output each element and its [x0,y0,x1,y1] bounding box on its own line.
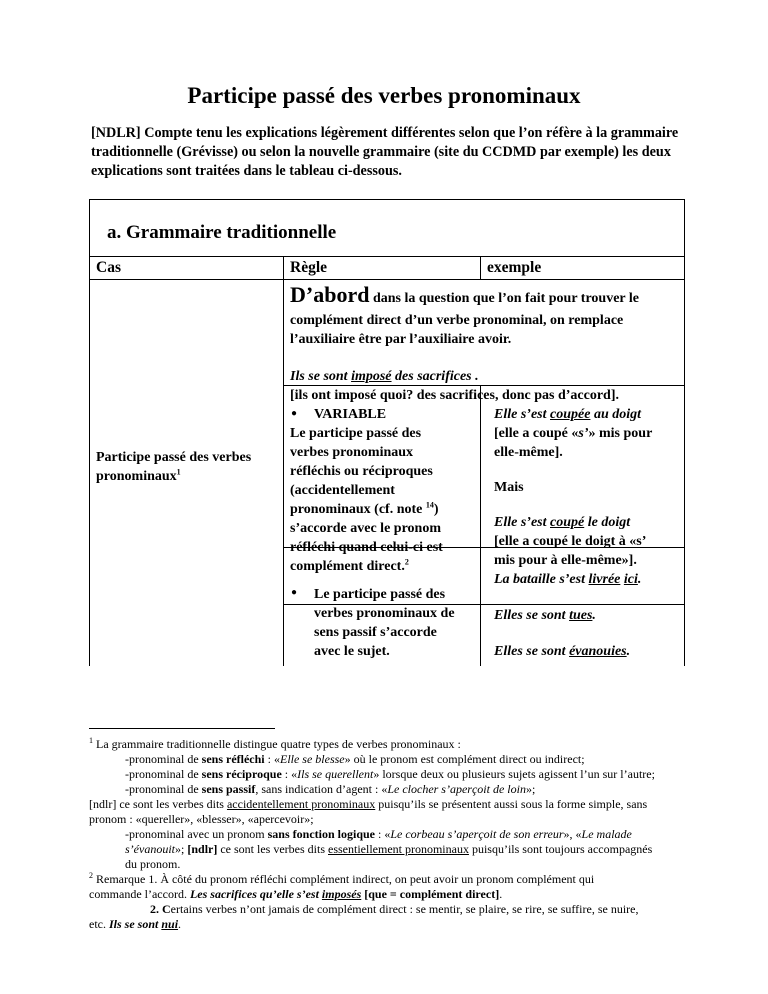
dabord-line1 [290,282,690,308]
cas-footnote-ref: 1 [176,467,181,477]
rule1-line: (accidentellement [290,483,395,498]
example-1 [290,367,479,386]
fn-seg: ce sont les verbes dits [217,842,328,856]
fn-seg: : « [281,767,298,781]
example-5 [494,606,596,625]
example-3-explanation: mis pour à elle-même»]. [494,553,637,568]
header-row-line [89,279,685,280]
rule1-line: réfléchis ou réciproques [290,464,433,479]
ex1-a: Ils se sont [290,369,352,384]
fn-bold: sans fonction logique [267,827,375,841]
fn-bold: sens réciproque [201,767,282,781]
footnote-1 [89,737,709,752]
fn-seg: -pronominal avec un pronom [125,827,268,841]
fn-italic: Ils se querellent [297,767,374,781]
footnote-ndlr1-cont: pronom : «quereller», «blesser», «apercevoir»; [89,812,314,826]
mais-label: Mais [494,480,524,495]
rule1-line: Le participe passé des [290,426,422,441]
ex2-c: au doigt [590,407,642,422]
example-1-explanation: [ils ont imposé quoi? des sacrifices, donc pas d’accord]. [290,388,619,403]
fn-italic: s’évanouit [125,842,175,856]
fn-bold-italic: Ils se sont [109,917,162,931]
fn-seg: puisqu’ils se présentent aussi sous la forme simple, sans [375,797,648,811]
footnote-2-text: Remarque 1. À côté du pronom réfléchi complément indirect, on peut avoir un pronom complément qui [93,872,595,886]
ex3-participle: coupé [550,515,585,530]
fn-seg: -pronominal de [125,782,202,796]
header-cas: Cas [96,259,121,276]
fn-italic: Le clocher s’aperçoit de loin [387,782,526,796]
example-2-explanation: [elle a coupé «s’» mis pour [494,426,653,441]
bullet-icon: ● [291,408,298,419]
fn-seg: puisqu’ils sont toujours accompagnés [468,842,653,856]
rule-col-divider [480,385,481,666]
rule1-line: s’accorde avec le pronom [290,521,441,536]
ex4-e: . [637,572,642,587]
rule1-close: ) [433,502,439,517]
fn-bold-italic-underline: nui [161,917,179,931]
footnote-2 [89,872,709,887]
footnote-reflechi [125,752,585,767]
table-border-left [89,256,90,666]
ex2-italic: s’ [578,426,589,441]
fn-italic: Le corbeau s’aperçoit de son erreur [390,827,564,841]
fn-bold: [ndlr] [187,842,218,856]
footnote-1-number: 1 [89,736,93,745]
ex5-a: Elles se sont [494,608,570,623]
page-title: Participe passé des verbes pronominaux [187,83,581,108]
header-regle: Règle [290,259,328,276]
footnote-2-number: 2 [89,871,93,880]
fn-bold: [que = complément direct] [361,887,500,901]
footnote-sans-fonction-end: du pronom. [125,857,181,871]
fn-seg: [ndlr] ce sont les verbes dits [89,797,227,811]
example-3-explanation: [elle a coupé le doigt à «s’ [494,534,647,549]
rule1-line: réfléchi quand celui-ci est [290,540,443,555]
rule2-line: Le participe passé des [314,587,446,602]
ex1-c: des sacrifices . [391,369,479,384]
example-2 [494,405,641,424]
col-divider-2 [480,256,481,280]
footnote-2-line2 [89,887,502,902]
ex4-a: La bataille s’est [494,572,589,587]
section-heading: a. Grammaire traditionnelle [107,222,337,243]
rule1-footnote-ref: 2 [404,557,409,567]
footnote-sans-fonction-cont [125,842,652,857]
rule1-note-line [290,500,439,519]
footnote-separator [89,728,275,729]
footnote-reciproque [125,767,655,782]
header-exemple: exemple [487,259,542,276]
fn-bold-italic-underline: imposés [321,887,362,901]
ex6-a: Elles se sont [494,644,570,659]
fn-italic: Le malade [581,827,632,841]
footnote-2-line3 [150,902,638,917]
ex1-participle: imposé [351,369,392,384]
fn-seg: -pronominal de [125,752,202,766]
dabord-word: D’abord [290,282,370,307]
fn-italic: Elle se blesse [279,752,345,766]
fn-seg: etc. [89,917,109,931]
fn-seg: -pronominal de [125,767,202,781]
fn-bold: sens réfléchi [201,752,265,766]
cas-cell-text: Participe passé des verbes pronominaux [96,450,252,484]
ex5-participle: tues [569,608,593,623]
rule1-line-fn [290,557,409,576]
footnote-1-text: La grammaire traditionnelle distingue quatre types de verbes pronominaux : [93,737,461,751]
fn-bold: 2. C [150,902,171,916]
fn-underline: essentiellement pronominaux [328,842,469,856]
fn-seg: , sans indication d’agent : « [255,782,388,796]
rule1-line-text: complément direct. [290,559,405,574]
fn-seg: », « [563,827,582,841]
bullet-icon: ● [291,587,298,598]
dabord-rest: dans la question que l’on fait pour trouver le [369,291,639,306]
fn-seg: . [499,887,503,901]
fn-seg: : « [264,752,280,766]
rule2-line: verbes pronominaux de [314,606,455,621]
ex6-participle: évanouies [569,644,627,659]
ex2-participle: coupée [550,407,591,422]
example-2-explanation: elle-même]. [494,445,563,460]
rule1-line: verbes pronominaux [290,445,414,460]
dabord-line3: l’auxiliaire être par l’auxiliaire avoir. [290,332,512,347]
rule2-line: sens passif s’accorde [314,625,437,640]
footnote-ndlr1 [89,797,647,812]
fn-bold: sens passif [201,782,256,796]
rule1-line-text: pronominaux (cf. note [290,502,423,517]
ex4-d: ici [623,572,638,587]
fn-seg: commande l’accord. [89,887,190,901]
fn-seg: »; [175,842,188,856]
fn-bold-italic: Les sacrifices qu’elle s’est [189,887,322,901]
example-3 [494,513,630,532]
ex4-participle: livrée [588,572,621,587]
fn-seg: : « [375,827,391,841]
footnote-passif [125,782,535,797]
rule1-note-ref: 14 [425,500,434,510]
intro-paragraph: [NDLR] Compte tenu les explications légèrement différentes selon que l’on réfère à la grammaire traditionnelle (Grévisse) ou selon la nouvelle grammaire (site du CCDMD par exemple) les deux explications sont traitées dans le tableau ci-dessous. [91,125,679,179]
fn-seg: » où le pronom est complément direct ou indirect; [344,752,585,766]
ex3-c: le doigt [584,515,631,530]
rule1-label: VARIABLE [314,407,387,422]
ex2-a: Elle s’est [494,407,550,422]
example-4 [494,570,641,589]
fn-seg: . [178,917,182,931]
example-6 [494,642,630,661]
fn-underline: accidentellement pronominaux [226,797,376,811]
ex3-a: Elle s’est [494,515,550,530]
footnote-sans-fonction [125,827,632,842]
ex6-c: . [626,644,631,659]
fn-seg: »; [525,782,536,796]
footnote-2-line4 [89,917,181,932]
rule2-line: avec le sujet. [314,644,390,659]
fn-seg: » lorsque deux ou plusieurs sujets agissent l’un sur l’autre; [373,767,655,781]
cas-cell [96,448,276,486]
ex5-c: . [592,608,596,623]
fn-seg: ertains verbes n’ont jamais de complément direct : se mentir, se plaire, se rire, se suffire, se nuire, [170,902,639,916]
dabord-line2: complément direct d’un verbe pronominal, on remplace [290,313,624,328]
